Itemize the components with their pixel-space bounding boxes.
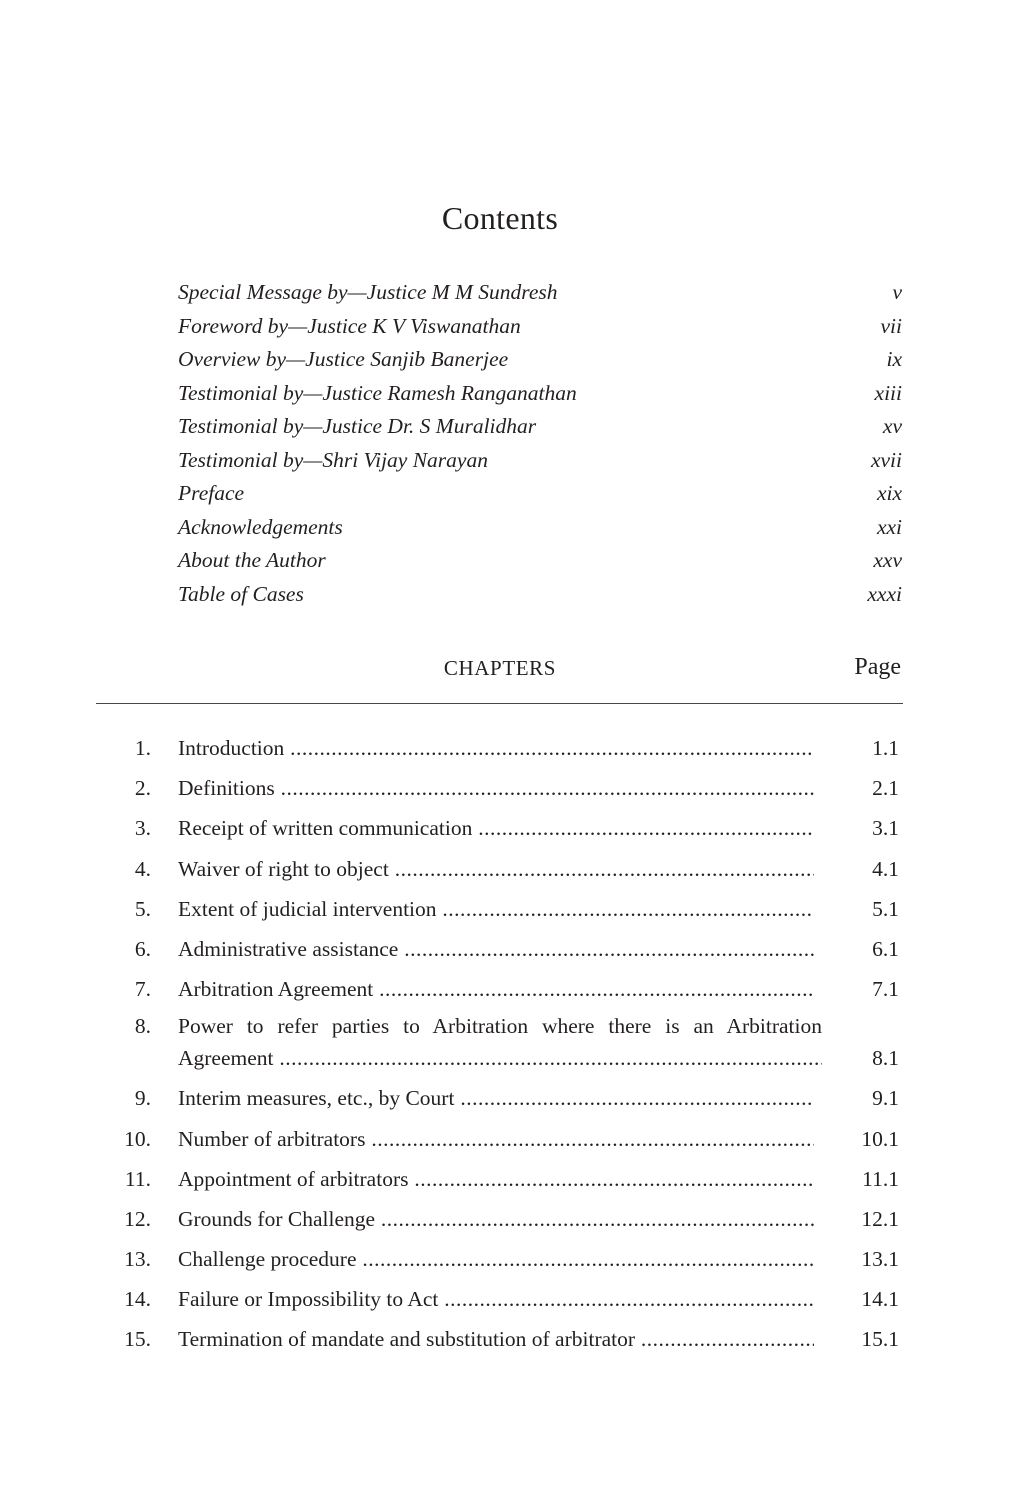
chapter-title: Arbitration Agreement ..... [178,972,814,1006]
chapter-page: 8.1 [872,1046,899,1071]
chapter-row[interactable] [0,1012,1013,1081]
chapter-row[interactable] [0,1202,1013,1242]
chapter-title: Interim measures, etc., by Court ..... [178,1081,814,1115]
prelim-item[interactable] [178,578,902,612]
chapter-row[interactable] [0,1081,1013,1121]
chapter-row[interactable] [0,972,1013,1012]
page-column-heading: Page [854,654,901,680]
chapter-number: 9. [134,1086,151,1111]
chapter-page: 15.1 [861,1327,899,1352]
prelim-page: xv [882,414,902,438]
chapter-row[interactable] [0,932,1013,972]
prelim-item[interactable] [178,377,902,411]
chapter-number: 7. [134,977,151,1002]
prelim-label: Testimonial by—Shri Vijay Narayan [178,447,488,472]
prelim-page: xxi [876,514,902,539]
chapter-row[interactable] [0,892,1013,932]
divider-rule [96,703,903,704]
prelim-item[interactable] [178,276,902,310]
chapter-page: 10.1 [861,1126,899,1151]
chapter-number: 15. [124,1327,151,1352]
chapter-row[interactable] [0,852,1013,892]
chapter-page: 9.1 [872,1086,899,1111]
chapter-page: 1.1 [872,736,899,760]
chapter-number: 8. [134,1014,151,1039]
chapter-row[interactable] [0,1282,1013,1322]
chapter-row[interactable] [0,731,1013,771]
chapter-page: 13.1 [861,1247,899,1272]
prelim-item[interactable] [178,310,902,344]
chapter-title: Definitions ..... [178,771,814,805]
page-title: Contents [441,200,559,236]
chapter-title: Extent of judicial intervention ..... [178,892,814,926]
chapter-page: 7.1 [872,977,899,1002]
prelim-label: Overview by—Justice Sanjib Banerjee [178,347,509,371]
chapter-row[interactable] [0,811,1013,851]
prelim-item[interactable] [178,544,902,578]
chapter-number: 4. [134,856,151,881]
chapter-title: Appointment of arbitrators ..... [178,1162,814,1196]
chapter-number: 12. [124,1206,151,1231]
chapter-row[interactable] [0,1162,1013,1202]
prelim-page: xvii [870,447,902,472]
chapter-row[interactable] [0,1242,1013,1282]
prelim-label: Testimonial by—Justice Dr. S Muralidhar [178,414,537,438]
prelim-item[interactable] [178,477,902,511]
chapter-title: Number of arbitrators ..... [178,1122,814,1156]
chapter-number: 5. [134,896,151,921]
chapter-page: 12.1 [861,1206,899,1231]
chapter-page: 4.1 [872,856,899,881]
prelim-label: Acknowledgements [178,514,343,539]
chapter-page: 6.1 [872,936,899,961]
chapter-title-continuation: Agreement ..... [178,1041,822,1075]
chapter-page: 3.1 [872,816,899,841]
chapters-heading: CHAPTERS [443,656,557,680]
chapter-title: Failure or Impossibility to Act ..... [178,1282,814,1316]
prelim-label: About the Author [178,548,326,572]
chapter-title: Termination of mandate and substitution of arbitrator ..... [178,1322,814,1356]
chapter-title: Waiver of right to object ..... [178,852,814,886]
prelim-item[interactable] [178,511,902,545]
chapter-row[interactable] [0,1122,1013,1162]
prelim-page: xxxi [867,581,902,606]
prelim-label: Testimonial by—Justice Ramesh Ranganathan [178,380,577,405]
chapter-title: Administrative assistance ..... [178,932,814,966]
chapter-title: Grounds for Challenge ..... [178,1202,814,1236]
chapter-page: 2.1 [872,776,899,801]
prelim-label: Foreword by—Justice K V Viswanathan [178,313,521,338]
chapter-number: 2. [134,776,151,801]
prelim-page: xxv [873,548,902,572]
prelim-page: xiii [874,380,902,405]
chapter-number: 14. [124,1287,151,1312]
prelim-item[interactable] [178,343,902,377]
prelim-page: v [892,280,902,304]
chapter-title: Introduction ..... [178,731,814,765]
prelim-label: Table of Cases [178,581,304,606]
prelims-list [178,276,902,611]
chapter-number: 13. [124,1247,151,1272]
prelim-page: vii [880,313,902,338]
chapter-title: Power to refer parties to Arbitration where there is an Arbitration [178,1014,822,1039]
chapter-number: 3. [134,816,151,841]
prelim-page: ix [886,347,902,371]
chapter-page: 11.1 [862,1166,899,1191]
chapter-row[interactable] [0,771,1013,811]
prelim-label: Special Message by—Justice M M Sundresh [178,280,558,304]
chapter-title: Challenge procedure ..... [178,1242,814,1276]
prelim-label: Preface [178,481,245,505]
chapter-page: 14.1 [861,1287,899,1312]
prelim-item[interactable] [178,444,902,478]
chapter-number: 1. [134,736,151,760]
prelim-item[interactable] [178,410,902,444]
chapter-page: 5.1 [872,896,899,921]
chapters-list [0,731,1013,1363]
chapter-row[interactable] [0,1322,1013,1362]
chapter-title: Receipt of written communication ..... [178,811,814,845]
prelim-page: xix [876,481,902,505]
chapter-number: 11. [124,1166,151,1191]
chapter-number: 6. [134,936,151,961]
chapter-number: 10. [124,1126,151,1151]
